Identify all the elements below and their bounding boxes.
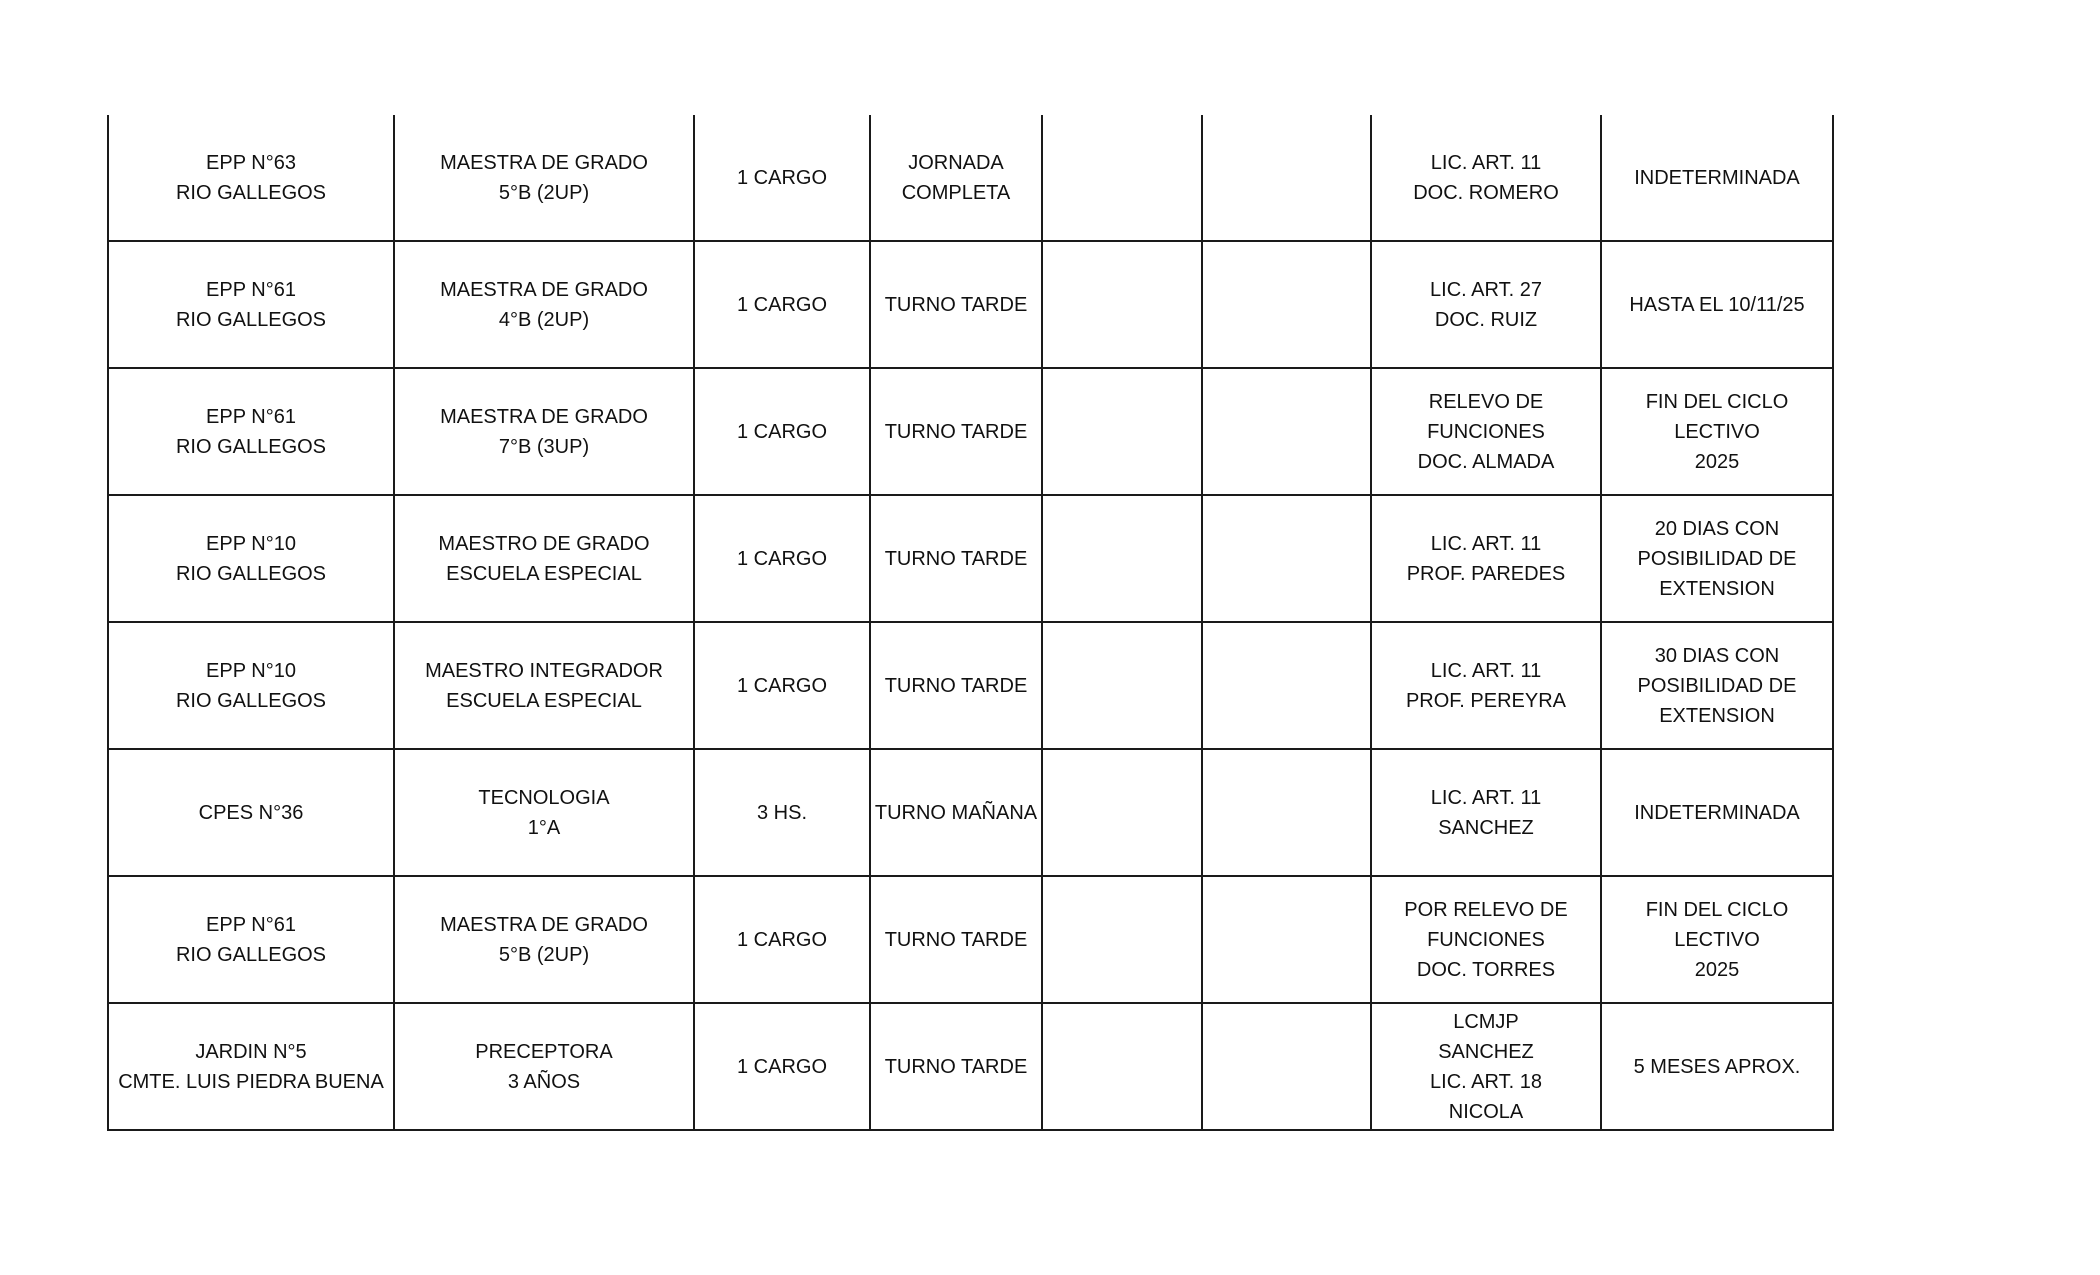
load-cell: 1 CARGO — [694, 115, 870, 241]
duration-cell: HASTA EL 10/11/25 — [1601, 241, 1833, 368]
table-row — [108, 749, 1833, 876]
duration-cell: INDETERMINADA — [1601, 749, 1833, 876]
empty-cell — [1202, 495, 1371, 622]
duration-cell: 20 DIAS CON POSIBILIDAD DE EXTENSION — [1601, 495, 1833, 622]
school-cell: EPP N°61 RIO GALLEGOS — [108, 241, 394, 368]
shift-cell: TURNO TARDE — [870, 495, 1042, 622]
load-cell: 3 HS. — [694, 749, 870, 876]
school-cell: EPP N°63 RIO GALLEGOS — [108, 115, 394, 241]
reason-cell: RELEVO DE FUNCIONES DOC. ALMADA — [1371, 368, 1601, 495]
school-cell: EPP N°10 RIO GALLEGOS — [108, 622, 394, 749]
position-cell: MAESTRA DE GRADO 7°B (3UP) — [394, 368, 694, 495]
empty-cell — [1042, 876, 1202, 1003]
empty-cell — [1202, 876, 1371, 1003]
vacancy-table — [107, 115, 1834, 1131]
shift-cell: JORNADA COMPLETA — [870, 115, 1042, 241]
duration-cell: FIN DEL CICLO LECTIVO 2025 — [1601, 368, 1833, 495]
load-cell: 1 CARGO — [694, 368, 870, 495]
reason-cell: LIC. ART. 11 PROF. PEREYRA — [1371, 622, 1601, 749]
reason-cell: LCMJP SANCHEZ LIC. ART. 18 NICOLA — [1371, 1003, 1601, 1130]
reason-cell: LIC. ART. 11 SANCHEZ — [1371, 749, 1601, 876]
position-cell: MAESTRO DE GRADO ESCUELA ESPECIAL — [394, 495, 694, 622]
load-cell: 1 CARGO — [694, 622, 870, 749]
shift-cell: TURNO TARDE — [870, 876, 1042, 1003]
empty-cell — [1042, 241, 1202, 368]
table-row — [108, 622, 1833, 749]
duration-cell: FIN DEL CICLO LECTIVO 2025 — [1601, 876, 1833, 1003]
duration-cell: 5 MESES APROX. — [1601, 1003, 1833, 1130]
empty-cell — [1202, 749, 1371, 876]
duration-cell: 30 DIAS CON POSIBILIDAD DE EXTENSION — [1601, 622, 1833, 749]
school-cell: CPES N°36 — [108, 749, 394, 876]
empty-cell — [1202, 115, 1371, 241]
position-cell: PRECEPTORA 3 AÑOS — [394, 1003, 694, 1130]
empty-cell — [1042, 1003, 1202, 1130]
school-cell: JARDIN N°5 CMTE. LUIS PIEDRA BUENA — [108, 1003, 394, 1130]
empty-cell — [1202, 622, 1371, 749]
load-cell: 1 CARGO — [694, 1003, 870, 1130]
table-row — [108, 495, 1833, 622]
empty-cell — [1042, 115, 1202, 241]
table-row — [108, 241, 1833, 368]
reason-cell: LIC. ART. 11 DOC. ROMERO — [1371, 115, 1601, 241]
empty-cell — [1202, 241, 1371, 368]
table-row — [108, 368, 1833, 495]
shift-cell: TURNO MAÑANA — [870, 749, 1042, 876]
empty-cell — [1202, 1003, 1371, 1130]
empty-cell — [1042, 622, 1202, 749]
table-row — [108, 1003, 1833, 1130]
shift-cell: TURNO TARDE — [870, 241, 1042, 368]
empty-cell — [1042, 749, 1202, 876]
shift-cell: TURNO TARDE — [870, 622, 1042, 749]
school-cell: EPP N°10 RIO GALLEGOS — [108, 495, 394, 622]
reason-cell: LIC. ART. 11 PROF. PAREDES — [1371, 495, 1601, 622]
position-cell: MAESTRO INTEGRADOR ESCUELA ESPECIAL — [394, 622, 694, 749]
position-cell: MAESTRA DE GRADO 5°B (2UP) — [394, 876, 694, 1003]
duration-cell: INDETERMINADA — [1601, 115, 1833, 241]
load-cell: 1 CARGO — [694, 495, 870, 622]
table-row — [108, 876, 1833, 1003]
school-cell: EPP N°61 RIO GALLEGOS — [108, 368, 394, 495]
position-cell: MAESTRA DE GRADO 5°B (2UP) — [394, 115, 694, 241]
reason-cell: POR RELEVO DE FUNCIONES DOC. TORRES — [1371, 876, 1601, 1003]
load-cell: 1 CARGO — [694, 876, 870, 1003]
table-row — [108, 115, 1833, 241]
shift-cell: TURNO TARDE — [870, 1003, 1042, 1130]
school-cell: EPP N°61 RIO GALLEGOS — [108, 876, 394, 1003]
position-cell: TECNOLOGIA 1°A — [394, 749, 694, 876]
reason-cell: LIC. ART. 27 DOC. RUIZ — [1371, 241, 1601, 368]
empty-cell — [1042, 368, 1202, 495]
shift-cell: TURNO TARDE — [870, 368, 1042, 495]
vacancy-table-body — [108, 115, 1833, 1130]
empty-cell — [1042, 495, 1202, 622]
empty-cell — [1202, 368, 1371, 495]
position-cell: MAESTRA DE GRADO 4°B (2UP) — [394, 241, 694, 368]
load-cell: 1 CARGO — [694, 241, 870, 368]
